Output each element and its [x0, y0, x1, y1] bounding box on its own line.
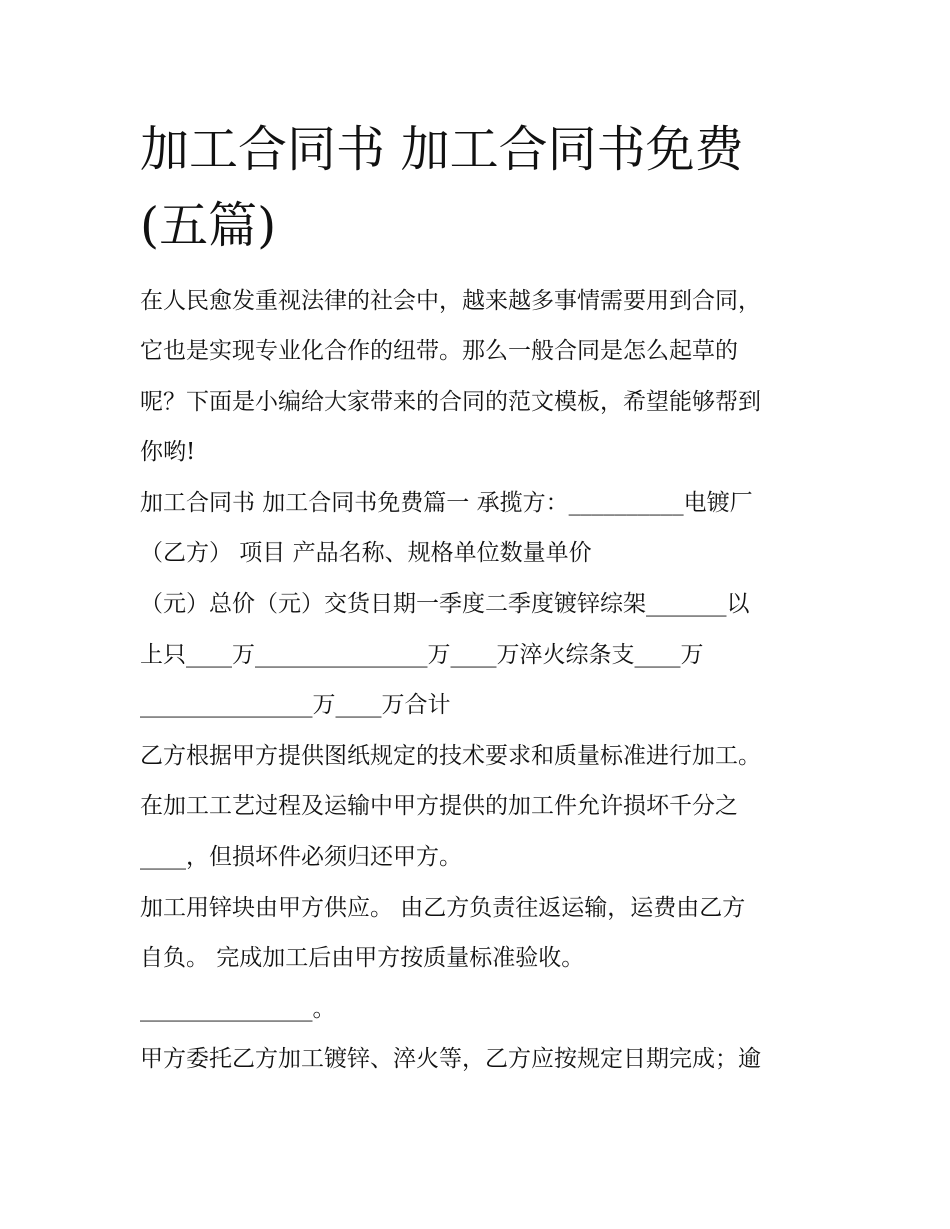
- document-title-line-2: (五篇): [140, 197, 277, 254]
- body-line-13: 加工用锌块由甲方供应。 由乙方负责往返运输，运费由乙方: [140, 895, 746, 921]
- body-line-2: 它也是实现专业化合作的纽带。那么一般合同是怎么起草的: [140, 338, 738, 364]
- body-line-12: ____，但损坏件必须归还甲方。: [140, 844, 462, 870]
- document-title: [140, 112, 840, 264]
- body-line-3: 呢？下面是小编给大家带来的合同的范文模板，希望能够帮到: [140, 389, 761, 415]
- body-line-10: 乙方根据甲方提供图纸规定的技术要求和质量标准进行加工。: [140, 743, 761, 769]
- body-line-8: 上只____万_______________万____万淬火综条支____万: [140, 642, 704, 668]
- body-line-7: （元）总价（元）交货日期一季度二季度镀锌综架_______以: [140, 591, 750, 617]
- body-line-16: 甲方委托乙方加工镀锌、淬火等，乙方应按规定日期完成；逾: [140, 1046, 761, 1072]
- body-line-1: 在人民愈发重视法律的社会中，越来越多事情需要用到合同，: [140, 288, 761, 314]
- body-line-4: 你哟!: [140, 439, 196, 465]
- body-line-5: 加工合同书 加工合同书免费篇一 承揽方：__________电镀厂: [140, 490, 753, 516]
- body-line-15: _______________。: [140, 996, 336, 1022]
- body-line-14: 自负。 完成加工后由甲方按质量标准验收。: [140, 945, 585, 971]
- body-line-6: （乙方） 项目 产品名称、规格单位数量单价: [140, 540, 592, 566]
- body-line-9: _______________万____万合计: [140, 692, 451, 718]
- document-title-line-1: 加工合同书 加工合同书免费: [140, 121, 744, 178]
- body-line-11: 在加工工艺过程及运输中甲方提供的加工件允许损坏千分之: [140, 793, 738, 819]
